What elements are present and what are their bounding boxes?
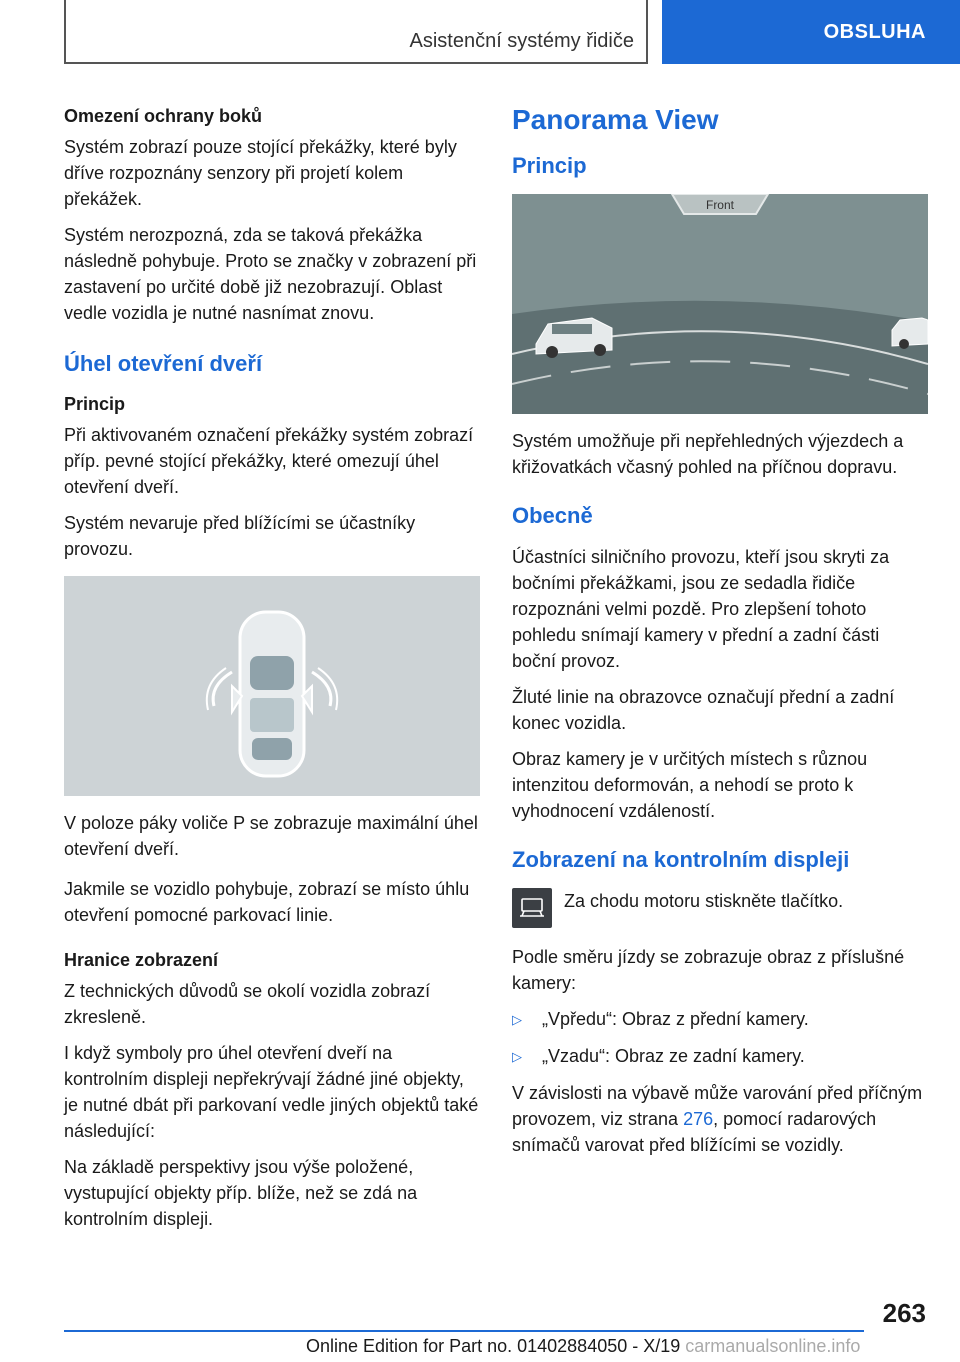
right-column — [512, 104, 928, 1168]
panorama-p1: Systém umožňuje při nepřehledných výjezdech a křižovatkách včasný pohled na příčnou dopravu. — [512, 431, 904, 477]
door-angle-figure — [64, 576, 480, 796]
display-p6 — [512, 1080, 928, 1158]
display-limits-p3: Na základě perspektivy jsou výše položené, vystupující objekty příp. blíže, než se zdá na kontrolním displeji. — [64, 1157, 418, 1229]
section-tab-label: OBSLUHA — [823, 20, 926, 43]
panorama-camera-illustration — [512, 194, 928, 414]
footer-rule — [64, 1330, 864, 1332]
side-protection-heading: Omezení ochrany boků — [64, 106, 263, 126]
display-limits-heading: Hranice zobrazení — [64, 950, 219, 970]
door-angle-p2: Systém nevaruje před blížícími se účastníky provozu. — [64, 513, 416, 559]
bullet-item — [512, 1006, 928, 1033]
general-heading: Obecně — [512, 503, 593, 528]
car-top-view-illustration — [64, 576, 480, 796]
page-number: 263 — [882, 1298, 926, 1328]
bullet-text: „Vzadu“: Obraz ze zadní kamery. — [542, 1046, 805, 1066]
footer — [306, 1336, 860, 1357]
general-p2: Účastníci silničního provozu, kteří jsou skryti za bočními překážkami, jsou ze sedadla řidiče rozpoznáni velmi pozdě. Pro zlepšení tohoto pohledu snímají kamery v přední a zadní části boční provoz. — [512, 547, 890, 671]
side-protection-p2: Systém nerozpozná, zda se taková překážka následně pohybuje. Proto se značky v zobrazení při zastavení po určité době již nezobrazují. Oblast vedle vozidla je nutné nasnímat znovu. — [64, 225, 477, 323]
header-title: Asistenční systémy řidiče — [409, 30, 634, 52]
camera-button-icon[interactable] — [512, 888, 552, 928]
page-reference-link[interactable]: 276 — [683, 1109, 714, 1129]
header-frame — [64, 0, 648, 64]
door-angle-p3: V poloze páky voliče P se zobrazuje maximální úhel otevření dveří. — [64, 813, 478, 859]
display-p6-text-b: , pomocí radarových snímačů varovat před blížícími se vozidly. — [512, 1109, 877, 1155]
door-angle-p4: Jakmile se vozidlo pohybuje, zobrazí se místo úhlu otevření pomocné parkovací linie. — [64, 879, 470, 925]
side-protection-p1: Systém zobrazí pouze stojící překážky, které byly dříve rozpoznány senzory při projetí kolem překážek. — [64, 137, 457, 209]
door-angle-heading: Úhel otevření dveří — [64, 351, 263, 376]
icon-instruction-text: Za chodu motoru stiskněte tlačítko. — [564, 891, 844, 911]
bullet-triangle-icon: ▷ — [512, 1012, 522, 1027]
panorama-figure — [512, 194, 928, 414]
display-p5: Podle směru jízdy se zobrazuje obraz z příslušné kamery: — [512, 947, 905, 993]
footer-edition: Online Edition for Part no. 01402884050 - X/19 — [306, 1336, 681, 1356]
display-heading: Zobrazení na kontrolním displeji — [512, 847, 850, 872]
bullet-triangle-icon: ▷ — [512, 1049, 522, 1064]
front-label: Front — [705, 198, 735, 212]
door-angle-p1: Při aktivovaném označení překážky systém zobrazí příp. pevné stojící překážky, které omezují úhel otevření dveří. — [64, 425, 474, 497]
section-tab[interactable] — [662, 0, 960, 64]
display-p6-text-a: V závislosti na výbavě může varování před příčným provozem, viz strana — [512, 1083, 923, 1129]
icon-instruction — [512, 888, 928, 928]
general-p4: Obraz kamery je v určitých místech s různou intenzitou deformován, a nehodí se proto k vyhodnocení vzdáleností. — [512, 749, 868, 821]
door-angle-subheading: Princip — [64, 394, 126, 414]
left-column — [64, 104, 480, 1242]
panorama-view-title: Panorama View — [512, 104, 719, 135]
display-limits-p1: Z technických důvodů se okolí vozidla zobrazí zkresleně. — [64, 981, 431, 1027]
display-limits-p2: I když symboly pro úhel otevření dveří na kontrolním displeji nepřekrývají žádné jiné objekty, je nutné dbát při parkovaní vedle jiných objektů také následující: — [64, 1043, 479, 1141]
bullet-text: „Vpředu“: Obraz z přední kamery. — [542, 1009, 809, 1029]
panorama-principle-heading: Princip — [512, 153, 587, 178]
footer-watermark: carmanualsonline.info — [685, 1336, 861, 1356]
bullet-item — [512, 1043, 928, 1070]
general-p3: Žluté linie na obrazovce označují přední a zadní konec vozidla. — [512, 687, 895, 733]
